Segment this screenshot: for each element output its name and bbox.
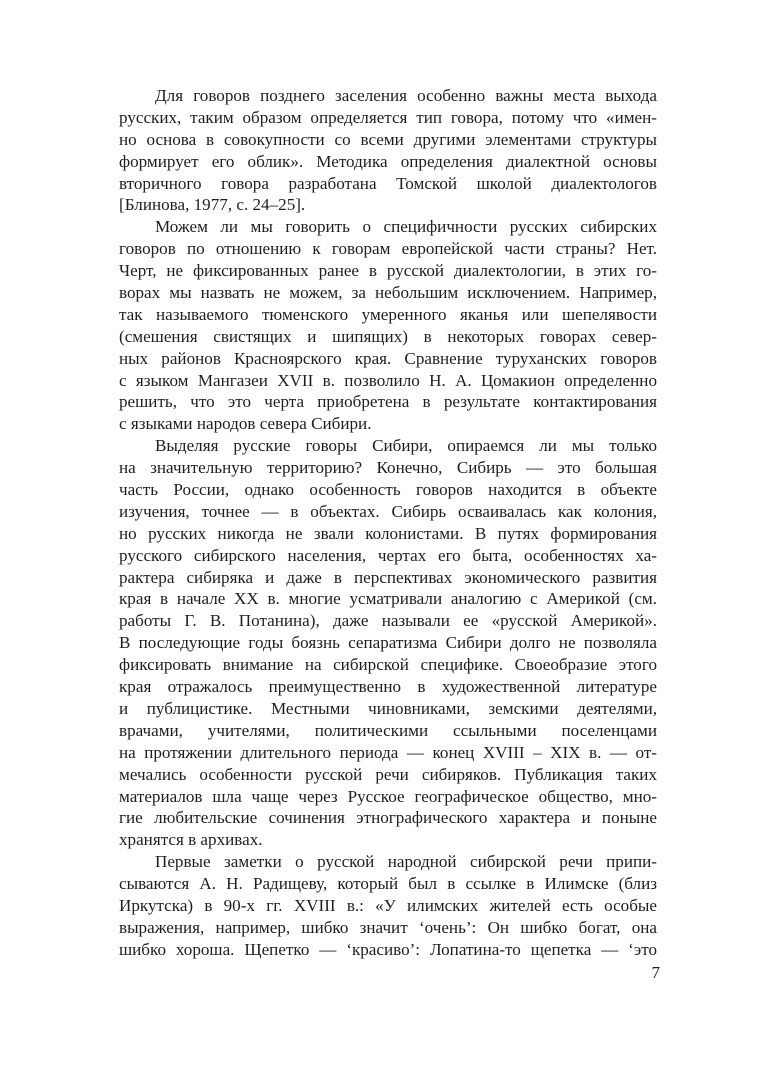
text-line: врачами, учителями, политическими ссыльными поселенцами bbox=[119, 720, 657, 740]
text-line: шибко хороша. Щепетко — ‘красиво’: Лопатина-то щепетка — ‘это bbox=[119, 939, 657, 959]
text-line: края в начале XX в. многие усматривали аналогию с Америкой (см. bbox=[119, 589, 657, 609]
text-line: русских, таким образом определяется тип говора, потому что «имен- bbox=[119, 107, 657, 127]
text-line: с языками народов севера Сибири. bbox=[119, 414, 372, 434]
paragraph-3 bbox=[119, 435, 657, 851]
text-line: Иркутска) в 90-х гг. XVIII в.: «У илимских жителей есть особые bbox=[119, 895, 657, 915]
text-line: на значительную территорию? Конечно, Сибирь — это большая bbox=[119, 458, 657, 478]
text-line: ворах мы назвать не можем, за небольшим исключением. Например, bbox=[119, 283, 657, 303]
text-line: хранятся в архивах. bbox=[119, 830, 263, 850]
text-line: работы Г. В. Потанина), даже называли ее «русской Америкой». bbox=[119, 611, 657, 631]
text-line: решить, что это черта приобретена в результате контактирования bbox=[119, 392, 657, 412]
text-line: ных районов Красноярского края. Сравнение туруханских говоров bbox=[119, 348, 657, 368]
text-line: Можем ли мы говорить о специфичности русских сибирских bbox=[155, 217, 657, 237]
text-line: [Блинова, 1977, с. 24–25]. bbox=[119, 195, 306, 215]
paragraph-2 bbox=[119, 216, 657, 435]
text-line: гие любительские сочинения этнографического характера и поныне bbox=[119, 808, 657, 828]
text-line: русского сибирского населения, чертах его быта, особенностях ха- bbox=[119, 545, 657, 565]
text-line: выражения, например, шибко значит ‘очень’: Он шибко богат, она bbox=[119, 917, 657, 937]
text-line: материалов шла чаще через Русское географическое общество, мно- bbox=[119, 786, 657, 806]
text-line: говоров по отношению к говорам европейской части страны? Нет. bbox=[119, 239, 657, 259]
text-line: но русских никогда не звали колонистами. В путях формирования bbox=[119, 523, 657, 543]
page-number: 7 bbox=[651, 963, 660, 982]
text-line: рактера сибиряка и даже в перспективах экономического развития bbox=[119, 567, 657, 587]
page-body bbox=[119, 85, 657, 961]
text-line: В последующие годы боязнь сепаратизма Сибири долго не позволяла bbox=[119, 633, 657, 653]
text-line: Черт, не фиксированных ранее в русской диалектологии, в этих го- bbox=[119, 261, 657, 281]
paragraph-4 bbox=[119, 851, 657, 960]
text-line: с языком Мангазеи XVII в. позволило Н. А. Цомакион определенно bbox=[119, 370, 657, 390]
text-line: и публицистике. Местными чиновниками, земскими деятелями, bbox=[119, 698, 657, 718]
text-line: сываются А. Н. Радищеву, который был в ссылке в Илимске (близ bbox=[119, 874, 657, 894]
text-line: Первые заметки о русской народной сибирской речи припи- bbox=[155, 852, 657, 872]
paragraph-1 bbox=[119, 85, 657, 216]
text-line: Выделяя русские говоры Сибири, опираемся ли мы только bbox=[155, 436, 657, 456]
text-line: (смешения свистящих и шипящих) в некоторых говорах север- bbox=[119, 326, 657, 346]
text-line: но основа в совокупности со всеми другими элементами структуры bbox=[119, 129, 657, 149]
text-line: края отражалось преимущественно в художественной литературе bbox=[119, 677, 657, 697]
text-line: мечались особенности русской речи сибиряков. Публикация таких bbox=[119, 764, 657, 784]
text-line: так называемого тюменского умеренного яканья или шепелявости bbox=[119, 304, 657, 324]
text-line: изучения, точнее — в объектах. Сибирь осваивалась как колония, bbox=[119, 501, 657, 521]
text-line: Для говоров позднего заселения особенно важны места выхода bbox=[155, 86, 657, 105]
text-line: часть России, однако особенность говоров находится в объекте bbox=[119, 480, 657, 500]
text-line: на протяжении длительного периода — конец XVIII – XIX в. — от- bbox=[119, 742, 657, 762]
text-line: вторичного говора разработана Томской школой диалектологов bbox=[119, 173, 657, 193]
text-line: формирует его облик». Методика определения диалектной основы bbox=[119, 151, 657, 171]
text-line: фиксировать внимание на сибирской специфике. Своеобразие этого bbox=[119, 655, 657, 675]
